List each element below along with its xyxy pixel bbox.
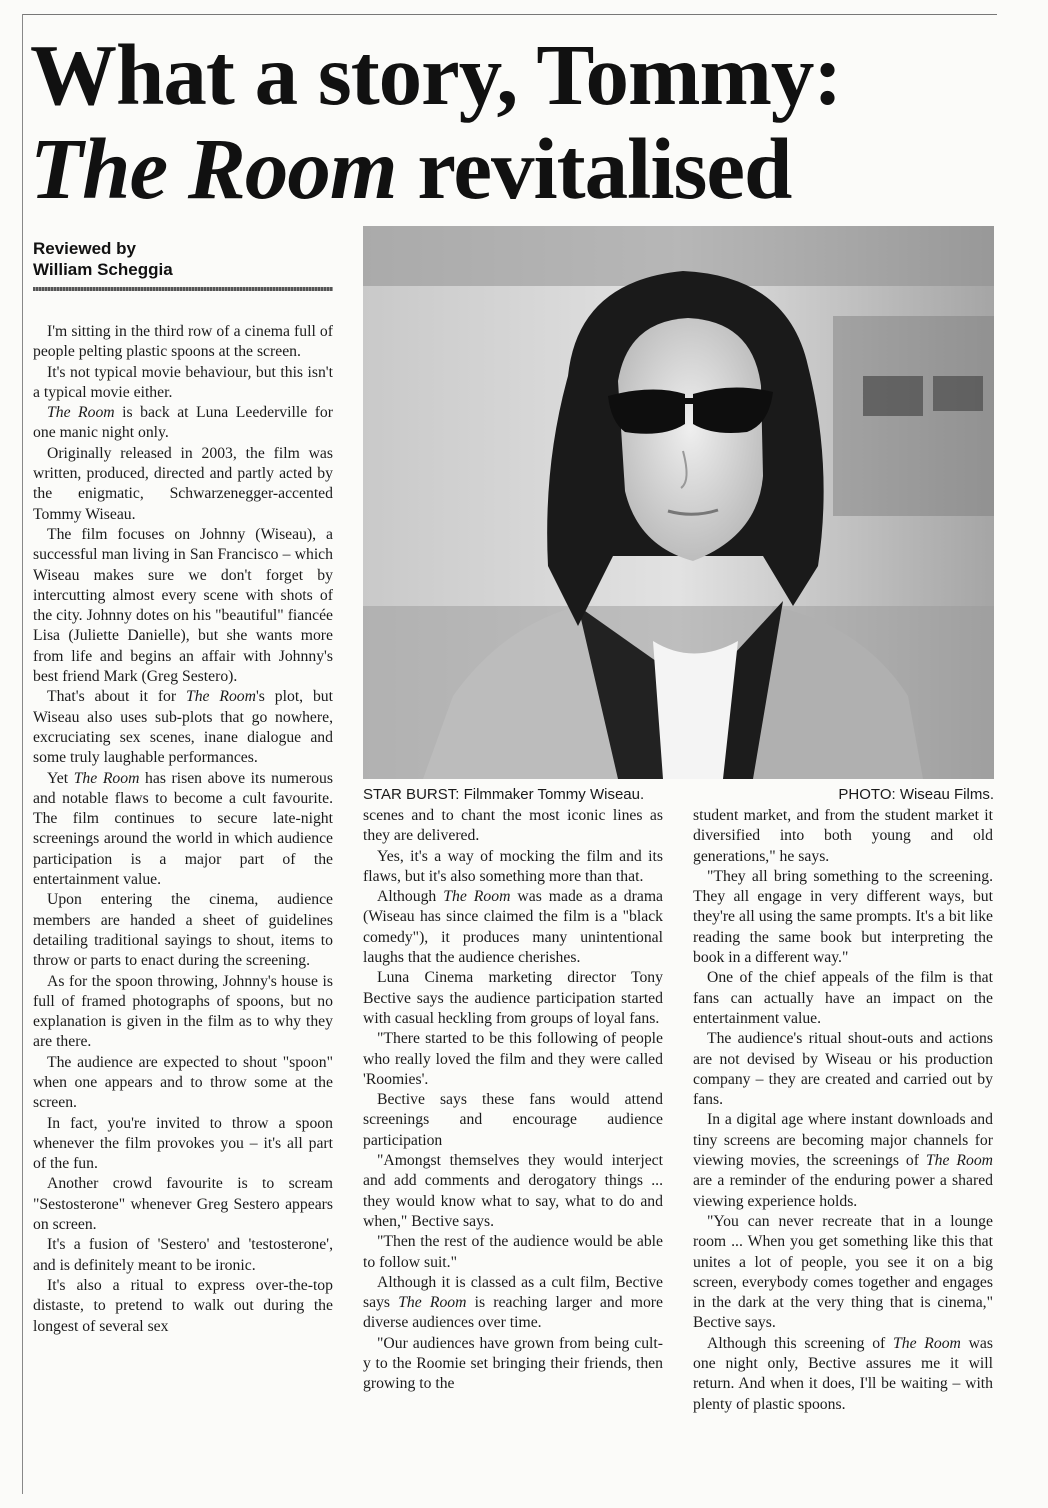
paragraph: It's a fusion of 'Sestero' and 'testosterone', and is definitely meant to be ironic. — [33, 1236, 333, 1274]
paragraph: In a digital age where instant downloads and tiny screens are becoming major channels for viewing movies, the screenings of The Room are a reminder of the enduring power a shared viewing experience holds. — [693, 1111, 993, 1210]
paragraph: The Room is back at Luna Leederville for one manic night only. — [33, 404, 333, 442]
caption-text: STAR BURST: Filmmaker Tommy Wiseau. — [363, 786, 645, 803]
paragraph: It's not typical movie behaviour, but this isn't a typical movie either. — [33, 363, 333, 401]
film-title: The Room — [185, 688, 256, 706]
paragraph: Although it is classed as a cult film, Bective says The Room is reaching larger and more diverse audiences over time. — [363, 1273, 663, 1332]
photo-caption — [363, 785, 994, 805]
headline-line-2-rest: revitalised — [396, 120, 792, 217]
paragraph: As for the spoon throwing, Johnny's house is full of framed photographs of spoons, but no explanation is given in the film as to why they are there. — [33, 972, 333, 1051]
paragraph: Although this screening of The Room was one night only, Bective assures me it will return. And when it does, I'll be waiting – with plenty of plastic spoons. — [693, 1334, 993, 1413]
paragraph: That's about it for The Room's plot, but Wiseau also uses sub-plots that go nowhere, excruciating sex scenes, inane dialogue and some truly laughable performances. — [33, 688, 334, 767]
paragraph: Upon entering the cinema, audience members are handed a sheet of guidelines detailing traditional sayings to shout, items to throw or parts to enact during the screening. — [33, 891, 333, 970]
article-photo — [363, 226, 994, 779]
paragraph: "There started to be this following of people who really loved the film and they were called 'Roomies'. — [363, 1030, 663, 1088]
byline-rule — [33, 287, 333, 291]
column-1 — [33, 322, 333, 1337]
column-3 — [693, 806, 993, 1415]
paragraph: Luna Cinema marketing director Tony Bective says the audience participation started with casual heckling from groups of loyal fans. — [363, 969, 663, 1027]
paragraph: It's also a ritual to express over-the-top distaste, to pretend to walk out during the longest of several sex — [33, 1276, 333, 1335]
paragraph: Another crowd favourite is to scream "Sestosterone" whenever Greg Sestero appears on screen. — [33, 1175, 333, 1234]
film-title: The Room — [73, 769, 140, 787]
byline-author: William Scheggia — [33, 260, 173, 279]
paragraph: "They all bring something to the screening. They all engage in very different ways, but they're all using the same prompts. It's a bit like reading the same book but interpreting the book in a different way." — [693, 867, 993, 967]
film-title: The Room — [925, 1152, 993, 1170]
headline — [30, 28, 1005, 216]
left-rule — [22, 14, 23, 1494]
portrait-illustration — [363, 226, 994, 779]
paragraph: "Our audiences have grown from being cult-y to the Roomie set bringing their friends, then growing to the — [363, 1334, 663, 1393]
paragraph: Yes, it's a way of mocking the film and its flaws, but it's also something more than that. — [363, 847, 663, 885]
photo-credit: PHOTO: Wiseau Films. — [838, 786, 994, 803]
byline-label: Reviewed by — [33, 239, 136, 258]
headline-line-2 — [30, 122, 1005, 216]
paragraph: The film focuses on Johnny (Wiseau), a successful man living in San Francisco – which Wiseau makes sure we don't forget by intercutting almost every scene with shots of the city. Johnny dotes on his "beautiful" fiancée Lisa (Juliette Danielle), but she wants more from life and begins an affair with Johnny's best friend Mark (Greg Sestero). — [33, 525, 333, 686]
column-2 — [363, 806, 663, 1395]
paragraph: "You can never recreate that in a lounge room ... When you get something like this that unites a lot of people, you see it on a big screen, everybody comes together and engages in the dark at the very thing that is cinema," Bective says. — [693, 1212, 993, 1332]
paragraph: Originally released in 2003, the film was written, produced, directed and partly acted by the enigmatic, Schwarzenegger-accented Tommy Wiseau. — [33, 444, 333, 523]
paragraph: In fact, you're invited to throw a spoon whenever the film provokes you – it's all part of the fun. — [33, 1114, 333, 1173]
film-title: The Room — [47, 404, 115, 422]
film-title: The Room — [893, 1334, 961, 1352]
headline-line-1: What a story, Tommy: — [30, 26, 842, 123]
paragraph: Although The Room was made as a drama (Wiseau has since claimed the film is a "black comedy"), it produces many unintentional laughs that the audience cherishes. — [363, 888, 663, 967]
paragraph: I'm sitting in the third row of a cinema full of people pelting plastic spoons at the screen. — [33, 323, 333, 361]
film-title: The Room — [398, 1294, 467, 1312]
paragraph: The audience are expected to shout "spoon" when one appears and to throw some at the screen. — [33, 1053, 333, 1112]
paragraph: Bective says these fans would attend screenings and encourage audience participation — [363, 1091, 663, 1149]
paragraph: One of the chief appeals of the film is that fans can actually have an impact on the entertainment value. — [693, 969, 993, 1027]
paragraph: Yet The Room has risen above its numerous and notable flaws to become a cult favourite. The film continues to secure late-night screenings around the world in which audience participation is a major part of the entertainment value. — [33, 769, 333, 889]
paragraph: student market, and from the student market it diversified into both young and old generations," he says. — [693, 807, 993, 865]
top-rule — [22, 14, 997, 15]
paragraph: "Amongst themselves they would interject and add comments and derogatory things ... they would know what to say, what to do and when," Bective says. — [363, 1152, 663, 1230]
paragraph: The audience's ritual shout-outs and actions are not devised by Wiseau or his production company – they are created and carried out by fans. — [693, 1030, 993, 1109]
film-title: The Room — [443, 888, 511, 906]
paragraph: "Then the rest of the audience would be able to follow suit." — [363, 1233, 663, 1271]
byline — [33, 238, 333, 280]
headline-film-title: The Room — [30, 120, 397, 217]
paragraph: scenes and to chant the most iconic lines as they are delivered. — [363, 807, 663, 845]
